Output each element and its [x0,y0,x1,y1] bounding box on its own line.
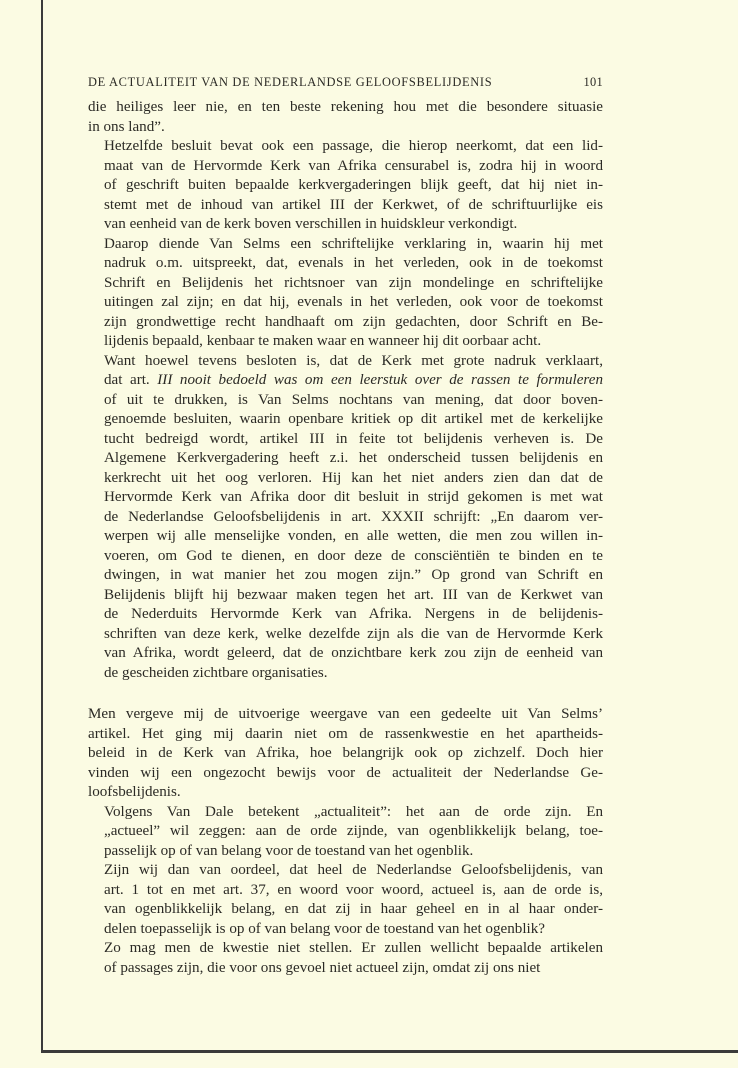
text-line: tucht bedreigd wordt, artikel III in feite tot belijdenis verheven is. De [104,430,603,447]
text-line: dat art. III nooit bedoeld was om een leerstuk over de rassen te formuleren [104,372,603,388]
text-line: of geschrift buiten bepaalde kerkvergaderingen blijk geeft, dat hij niet in- [104,177,603,193]
text-line: of uit te drukken, is Van Selms nochtans van mening, dat door boven- [104,391,603,408]
page-number: 101 [583,75,603,89]
running-header [88,74,603,90]
text-line: vinden wij een ongezocht bewijs voor de actualiteit der Nederlandse Ge- [88,764,603,781]
text-line: „actueel” wil zeggen: aan de orde zijnde, van ogenblikkelijk belang, toe- [104,823,603,839]
text-line: Belijdenis blijft hij bezwaar maken tegen het art. III van de Kerkwet van [104,586,603,603]
text-line: Men vergeve mij de uitvoerige weergave van een gedeelte uit Van Selms’ [88,706,603,722]
paragraph [88,352,603,684]
paragraph [88,803,603,862]
paragraph [88,137,603,235]
text-line: in ons land”. [88,118,165,135]
text-line: stemt met de inhoud van artikel III der Kerkwet, of de schriftuurlijke eis [104,196,603,213]
text-line: beleid in de Kerk van Afrika, hoe belangrijk ook op zichzelf. Doch hier [88,745,603,761]
paragraph [88,939,603,978]
text-line: of passages zijn, die voor ons gevoel niet actueel zijn, omdat zij ons niet [104,959,541,976]
text-line: Hetzelfde besluit bevat ook een passage, die hierop neerkomt, dat een lid- [104,138,603,154]
text-line: van Afrika, wordt geleerd, dat de onzichtbare kerk zou zijn de eenheid van [104,645,603,661]
text-line: art. 1 tot en met art. 37, en woord voor woord, actueel is, aan de orde is, [104,881,603,898]
page-edge-bottom [41,1050,738,1053]
text-line: van ogenblikkelijk belang, en dat zij in haar geheel en in al haar onder- [104,901,603,917]
text-line: artikel. Het ging mij daarin niet om de rassenkwestie en het apartheids- [88,725,603,742]
text-line: Daarop diende Van Selms een schriftelijke verklaring in, waarin hij met [104,235,603,252]
text-line: de gescheiden zichtbare organisaties. [104,664,328,681]
paragraph [88,705,603,803]
running-title: DE ACTUALITEIT VAN DE NEDERLANDSE GELOOFSBELIJDENIS [88,75,493,89]
text-line: dwingen, in wat manier het zou mogen zijn.” Op grond van Schrift en [104,567,603,583]
text-line: Algemene Kerkvergadering heeft z.i. het onderscheid tussen belijdenis en [104,450,603,466]
text-line: maat van de Hervormde Kerk van Afrika censurabel is, zodra hij in woord [104,157,603,174]
text-line: Schrift en Belijdenis het richtsnoer van zijn mondelinge en schriftelijke [104,274,603,291]
text-line: passelijk op of van belang voor de toestand van het ogenblik. [104,842,474,859]
text-line: Hervormde Kerk van Afrika door dit besluit in strijd gekomen is met wat [104,489,603,505]
text-line: zijn grondwettige recht handhaaft om zijn gedachten, door Schrift en Be- [104,313,603,330]
text-line: voeren, om God te dienen, en door deze de consciëntiën te binden en te [104,547,603,564]
text-line: genoemde besluiten, waarin openbare kritiek op dit artikel met de kerkelijke [104,411,603,427]
page-edge-left [41,0,43,1052]
text-line: van eenheid van de kerk boven verschillen in huidskleur verkondigt. [104,216,518,232]
text-line: delen toepasselijk is op of van belang voor de toestand van het ogenblik? [104,920,545,937]
text-line: werpen wij alle menselijke vonden, en alle wetten, die men zou willen in- [104,528,603,544]
text-line: Zijn wij dan van oordeel, dat heel de Nederlandse Geloofsbelijdenis, van [104,862,603,878]
paragraph [88,98,603,137]
text-line: de Nederlandse Geloofsbelijdenis in art. XXXII schrijft: „En daarom ver- [104,508,603,525]
paragraph [88,861,603,939]
text-line: schriften van deze kerk, welke dezelfde zijn als die van de Hervormde Kerk [104,625,603,642]
text-line: Volgens Van Dale betekent „actualiteit”: het aan de orde zijn. En [104,803,603,820]
text-line: nadruk o.m. uitspreekt, dat, evenals in het verleden, ook in de toekomst [104,255,603,271]
section-break [88,683,603,705]
text-line: die heiliges leer nie, en ten beste rekening hou met die besondere situasie [88,99,603,115]
text-line: lijdenis bepaald, kenbaar te maken waar en wanneer hij dit oorbaar acht. [104,333,542,349]
text-line: de Nederduits Hervormde Kerk van Afrika. Nergens in de belijdenis- [104,606,603,622]
text-line: Want hoewel tevens besloten is, dat de Kerk met grote nadruk verklaart, [104,352,603,369]
text-line: Zo mag men de kwestie niet stellen. Er zullen wellicht bepaalde artikelen [104,940,603,956]
body-text [88,98,603,978]
text-line: kerkrecht uit het oog verloren. Hij kan het niet anders zien dan dat de [104,469,603,486]
paragraph [88,235,603,352]
text-line: loofsbelijdenis. [88,784,181,800]
text-line: uitingen zal zijn; en dat hij, evenals in het verleden, ook voor de toekomst [104,294,603,310]
